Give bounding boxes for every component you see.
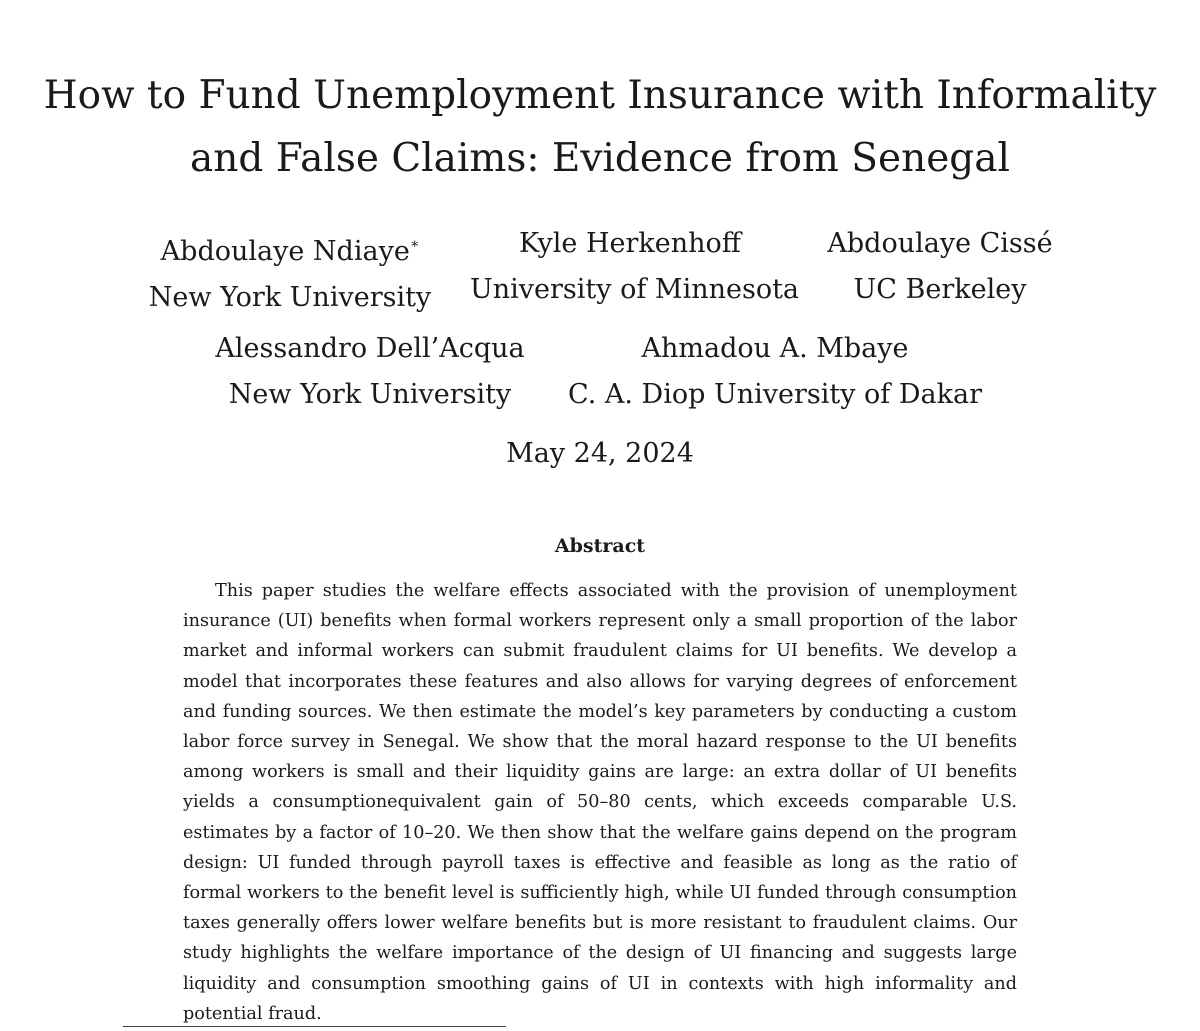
author-affiliation: New York University [148,282,432,313]
author-name: Alessandro Dell’Acqua [215,333,525,364]
title-line-1: How to Fund Unemployment Insurance with Informality [43,73,1157,118]
footnote-mark: ∗ [409,236,420,252]
author-name: Kyle Herkenhoff [519,228,741,259]
author-name: Abdoulaye Cissé [827,228,1053,259]
author-affiliation: UC Berkeley [853,274,1027,305]
author-block [135,221,445,321]
author-block [560,326,990,418]
author-name: Ahmadou A. Mbaye [641,333,909,364]
title-line-2: and False Claims: Evidence from Senegal [189,136,1010,181]
paper-title [0,64,1200,190]
author-block [470,221,800,313]
abstract-text: This paper studies the welfare effects associated with the provision of unemployment insurance (UI) benefits when formal workers represent only a small proportion of the labor market and informal workers can submit fraudulent claims for UI benefits. We develop a model that incorporates these features and also allows for varying degrees of enforcement and funding sources. We then estimate the model’s key parameters by conducting a custom labor force survey in Senegal. We show that the moral hazard response to the UI benefits among workers is small and their liquidity gains are large: an extra dollar of UI benefits yields a consumptionequivalent gain of 50–80 cents, which exceeds comparable U.S. estimates by a factor of 10–20. We then show that the welfare gains depend on the program design: UI funded through payroll taxes is effective and feasible as long as the ratio of formal workers to the benefit level is sufficiently high, while UI funded through consumption taxes generally offers lower welfare benefits but is more resistant to fraudulent claims. Our study highlights the welfare importance of the design of UI financing and suggests large liquidity and consumption smoothing gains of UI in contexts with high informality and potential fraud. [183,581,1017,1024]
author-affiliation: New York University [228,379,512,410]
author-name: Abdoulaye Ndiaye∗ [160,236,420,267]
footnote-divider [123,1026,506,1027]
author-block [815,221,1065,313]
author-affiliation: University of Minnesota [470,274,800,305]
author-block [210,326,530,418]
author-affiliation: C. A. Diop University of Dakar [568,379,982,410]
paper-date: May 24, 2024 [506,438,694,469]
abstract-heading: Abstract [554,535,646,557]
